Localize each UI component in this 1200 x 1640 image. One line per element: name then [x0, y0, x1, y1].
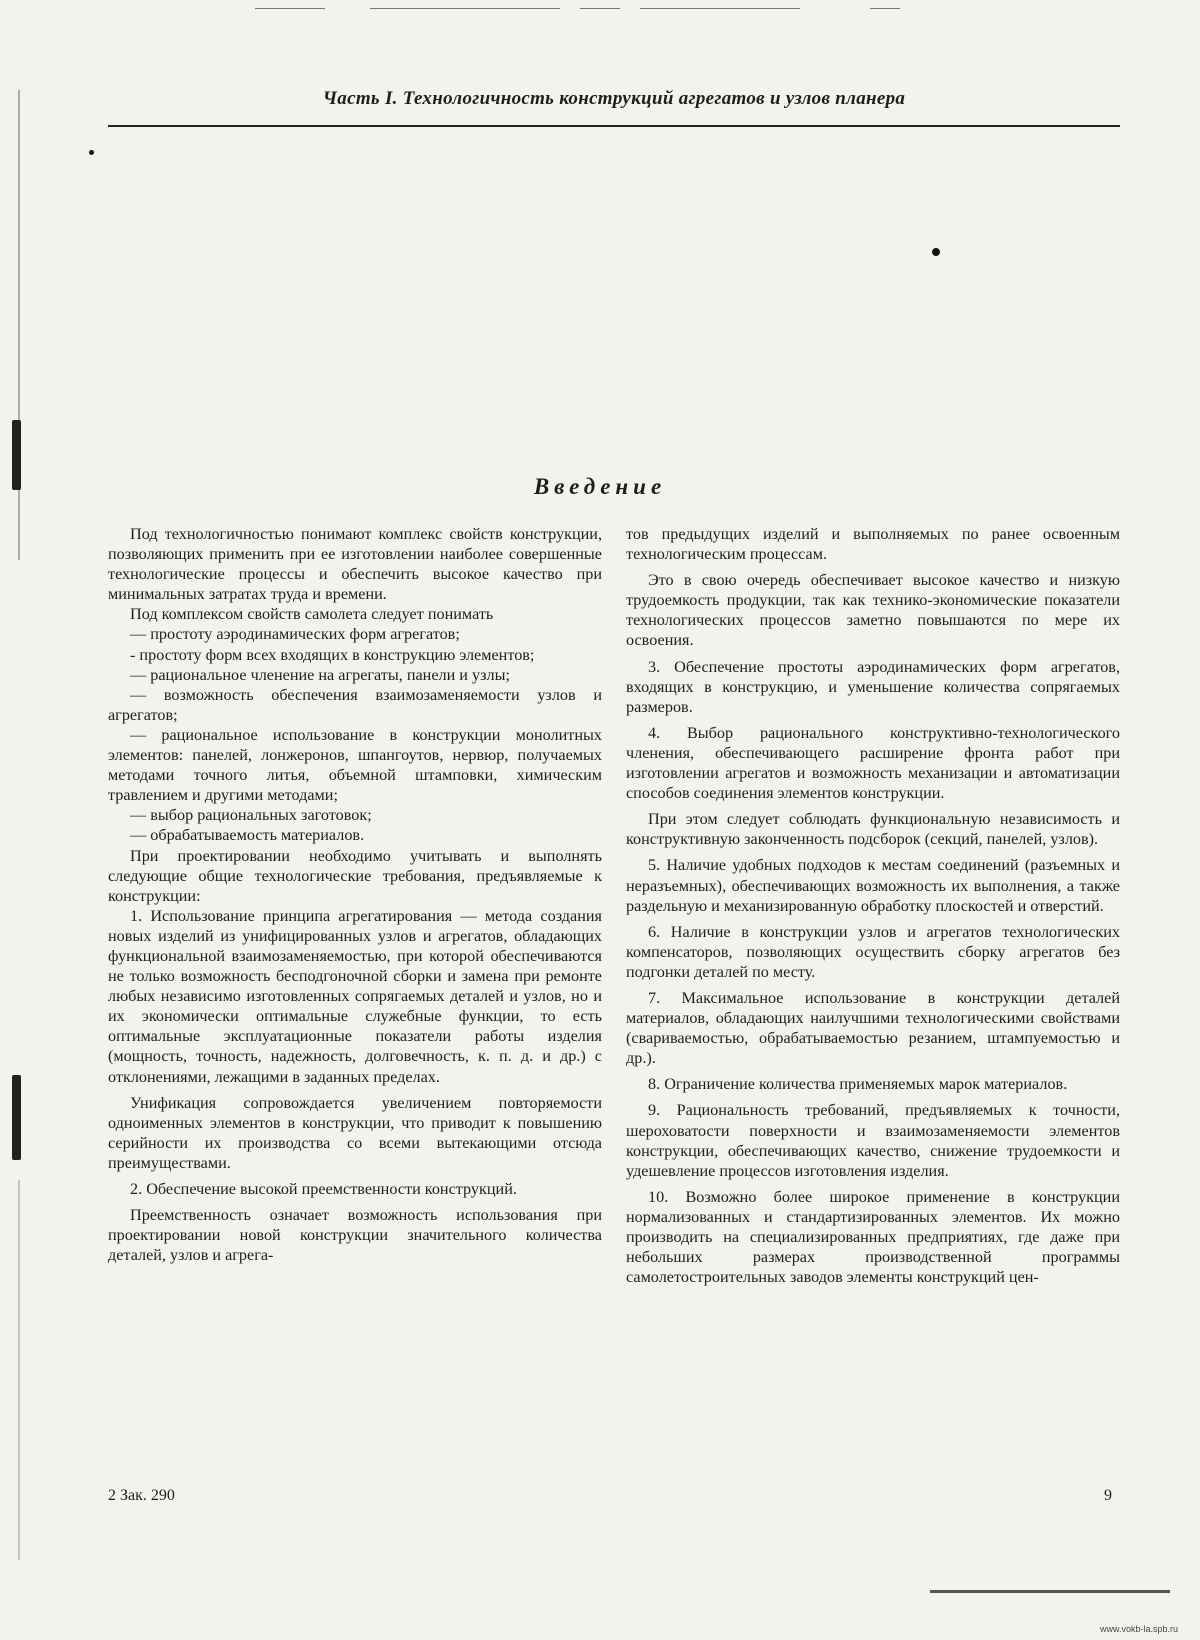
paragraph: При этом следует соблюдать функциональную независимость и конструктивную законченность подсборок (секций, панелей, узлов). [626, 810, 1120, 849]
scan-edge-mark [18, 1180, 20, 1560]
paragraph: При проектировании необходимо учитывать и выполнять следующие общие технологические требования, предъявляемые к конструкции: [108, 846, 602, 905]
running-title: Часть I. Технологичность конструкций агрегатов и узлов планера [322, 88, 906, 109]
paragraph: Под технологичностью понимают комплекс свойств конструкции, позволяющих применить при ее изготовлении наиболее совершенные технологические процессы и обеспечить высокое качество при минимальных затратах труда и времени. [108, 525, 602, 604]
left-column [108, 524, 602, 1265]
paragraph: Преемственность означает возможность использования при проектировании новой конструкции значительного количества деталей, узлов и агрега- [108, 1206, 602, 1265]
paragraph: 4. Выбор рационального конструктивно-технологического членения, обеспечивающего расширение фронта работ при изготовлении агрегатов и возможность механизации и автоматизации способов соединения элементов конструкции. [626, 723, 1120, 803]
paragraph: Под комплексом свойств самолета следует понимать [130, 605, 494, 624]
ink-dot [89, 150, 94, 155]
scan-artifact-line [255, 8, 325, 9]
section-title: Введение [533, 474, 667, 499]
paragraph: тов предыдущих изделий и выполняемых по ранее освоенным технологическим процессам. [626, 525, 1120, 564]
paragraph: 8. Ограничение количества применяемых марок материалов. [648, 1075, 1068, 1094]
scan-blot [12, 1075, 21, 1160]
paragraph: - простоту форм всех входящих в конструкцию элементов; [130, 645, 535, 664]
paragraph: 7. Максимальное использование в конструкции деталей материалов, обладающих наилучшими технологическими свойствами (свариваемостью, обрабатываемостью резанием, штампуемостью и др.). [626, 988, 1120, 1068]
scan-artifact-line [640, 8, 800, 9]
paragraph: — выбор рациональных заготовок; [130, 806, 372, 825]
paragraph: — рациональное использование в конструкции монолитных элементов: панелей, лонжеронов, шпангоутов, нервюр, получаемых методами точного литья, объемной штамповки, химическим травлением и другими методами; [108, 725, 602, 805]
right-column [626, 524, 1120, 1287]
paragraph: — возможность обеспечения взаимозаменяемости узлов и агрегатов; [108, 685, 602, 724]
paragraph: 6. Наличие в конструкции узлов и агрегатов технологических компенсаторов, позволяющих осуществить сборку агрегатов без подгонки деталей по месту. [626, 922, 1120, 981]
paragraph: — рациональное членение на агрегаты, панели и узлы; [130, 665, 510, 684]
paragraph: — простоту аэродинамических форм агрегатов; [130, 625, 460, 644]
paragraph: Унификация сопровождается увеличением повторяемости одноименных элементов в конструкции, что приводит к повышению серийности их производства со всеми вытекающими отсюда преимуществами. [108, 1093, 602, 1172]
scan-artifact-line [870, 8, 900, 9]
watermark: www.vokb-la.spb.ru [1100, 1624, 1179, 1634]
scan-artifact-line [370, 8, 560, 9]
paragraph: 3. Обеспечение простоты аэродинамических форм агрегатов, входящих в конструкцию, и уменьшение количества сопрягаемых размеров. [626, 657, 1120, 716]
paragraph: 1. Использование принципа агрегатирования — метода создания новых изделий из унифицированных узлов и агрегатов, обладающих функциональной взаимозаменяемостью, при которой обеспечиваются не только возможность бесподгоночной сборки и замена при ремонте любых независимо изготовленных сопрягаемых деталей и узлов, но и их экономически оптимальные служебные функции, то есть оптимальные эксплуатационные показатели работы изделия (мощность, точность, надежность, долговечность, к. п. д. и др.) с отклонениями, лежащими в заданных пределах. [108, 906, 602, 1086]
ink-dot [932, 248, 940, 256]
scan-artifact-line [930, 1590, 1170, 1593]
paragraph: Это в свою очередь обеспечивает высокое качество и низкую трудоемкость продукции, так как технико-экономические показатели технологических процессов заметно повышаются по мере их освоения. [626, 571, 1120, 650]
paragraph: 5. Наличие удобных подходов к местам соединений (разъемных и неразъемных), обеспечивающих возможность их выполнения, а также раздельную и механизированную обработку плоскостей и отверстий. [626, 856, 1120, 915]
scan-artifact-line [580, 8, 620, 9]
paragraph: — обрабатываемость материалов. [130, 826, 365, 845]
header-rule [108, 125, 1120, 127]
paragraph: 10. Возможно более широкое применение в конструкции нормализованных и стандартизированных элементов. Их можно производить на специализированных предприятиях, где даже при небольших размерах производственной программы самолетостроительных заводов элементы конструкций цен- [626, 1187, 1120, 1287]
paragraph: 2. Обеспечение высокой преемственности конструкций. [130, 1180, 517, 1198]
page-number: 9 [1104, 1487, 1112, 1504]
footer-order-number: 2 Зак. 290 [108, 1487, 175, 1504]
paragraph: 9. Рациональность требований, предъявляемых к точности, шероховатости поверхности и взаимозаменяемости элементов конструкции, обеспечивающих качество, снижение трудоемкости и удешевление процессов изготовления изделия. [626, 1101, 1120, 1180]
